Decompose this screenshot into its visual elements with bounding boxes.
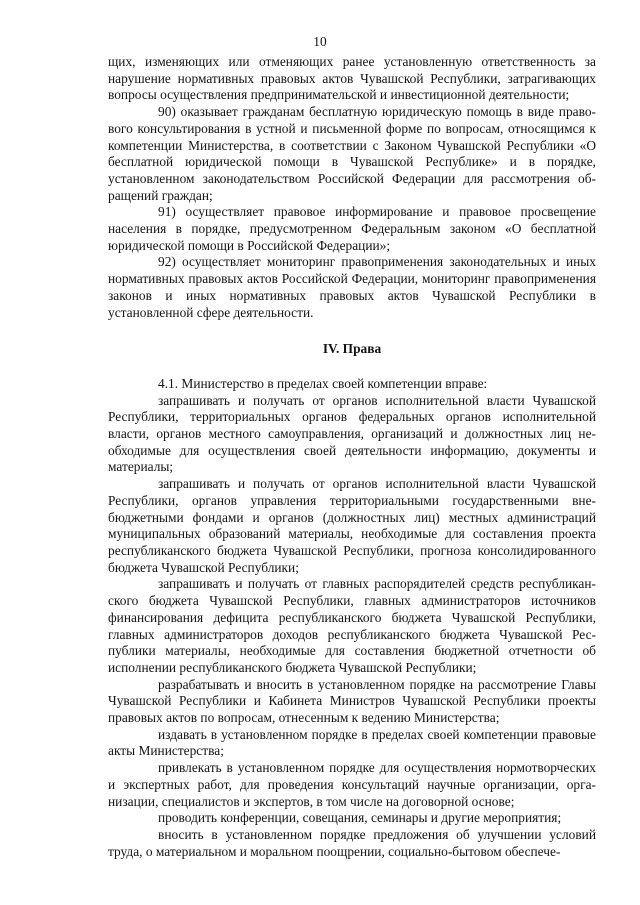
section-heading: IV. Права [322, 341, 382, 357]
paragraph-rights-intro: 4.1. Министерство в пределах своей компетенции вправе: [158, 375, 488, 391]
paragraph-right-hold-events: проводить конференции, совещания, семинары и другие мероприятия; [158, 810, 562, 826]
page-number: 10 [313, 34, 327, 49]
paragraph-right-engage-experts: привлекать в установленном порядке для осуществления нормотворческих и экспертных работ, для проведения консультаций научные организации, организации, специалистов и экспертов, в том числе на договорной основе; [108, 760, 596, 809]
paragraph-item-92: 92) осуществляет мониторинг правоприменения законодательных и иных нормативных правовых актов Российской Федерации, мониторинг правоприменения законов и иных нормативных правовых актов Чувашской Республики в установленной сфере деятельности. [108, 254, 596, 320]
paragraph-right-request-budget-materials: запрашивать и получать от органов исполнительной власти Чувашской Республики, органов управления территориальными государственными внебюджетными фондами и органов (должностных лиц) местных администраций муниципальных образований материалы, необходимые для составления проекта республиканского бюджета Чувашской Республики, прогноза консолидированного бюджета Чувашской Республики; [108, 476, 596, 575]
paragraph-right-request-reporting-materials: запрашивать и получать от главных распорядителей средств республиканского бюджета Чувашской Республики, главных администраторов источников финансирования дефицита республиканского бюджета Чувашской Республики, главных администраторов доходов республиканского бюджета Чувашской Республики материалы, необходимые для составления бюджетной отчетности об исполнении республиканского бюджета Чувашской Республики; [108, 576, 596, 675]
paragraph-right-request-info: запрашивать и получать от органов исполнительной власти Чувашской Республики, территориальных органов федеральных органов исполнительной власти, органов местного самоуправления, организаций и должностных лиц необходимые для осуществления своей деятельности информацию, документы и материалы; [108, 392, 596, 475]
paragraph-right-draft-acts: разрабатывать и вносить в установленном порядке на рассмотрение Главы Чувашской Республики и Кабинета Министров Чувашской Республики проекты правовых актов по вопросам, отнесенным к ведению Министерства; [108, 676, 596, 726]
document-body [108, 54, 596, 860]
paragraph-item-90: 90) оказывает гражданам бесплатную юридическую помощь в виде правового консультирования в устной и письменной форме по вопросам, относящимся к компетенции Министерства, в соответствии с Законом Чувашской Республики «О бесплатной юридической помощи в Чувашской Республике» и в порядке, установленном законодательством Российской Федерации для рассмотрения обращений граждан; [108, 104, 596, 203]
paragraph-continuation: щих, изменяющих или отменяющих ранее установленную ответственность за нарушение нормативных правовых актов Чувашской Республики, затрагивающих вопросы осуществления предпринимательской и инвестиционной деятельности; [108, 54, 596, 103]
paragraph-item-91: 91) осуществляет правовое информирование и правовое просвещение населения в порядке, предусмотренном Федеральным законом «О бесплатной юридической помощи в Российской Федерации»; [108, 204, 596, 253]
paragraph-right-issue-acts: издавать в установленном порядке в пределах своей компетенции правовые акты Министерства; [108, 726, 596, 759]
paragraph-right-propose-improvements: вносить в установленном порядке предложения об улучшении условий труда, о материальном и моральном поощрении, социально-бытовом обеспече- [108, 826, 596, 859]
